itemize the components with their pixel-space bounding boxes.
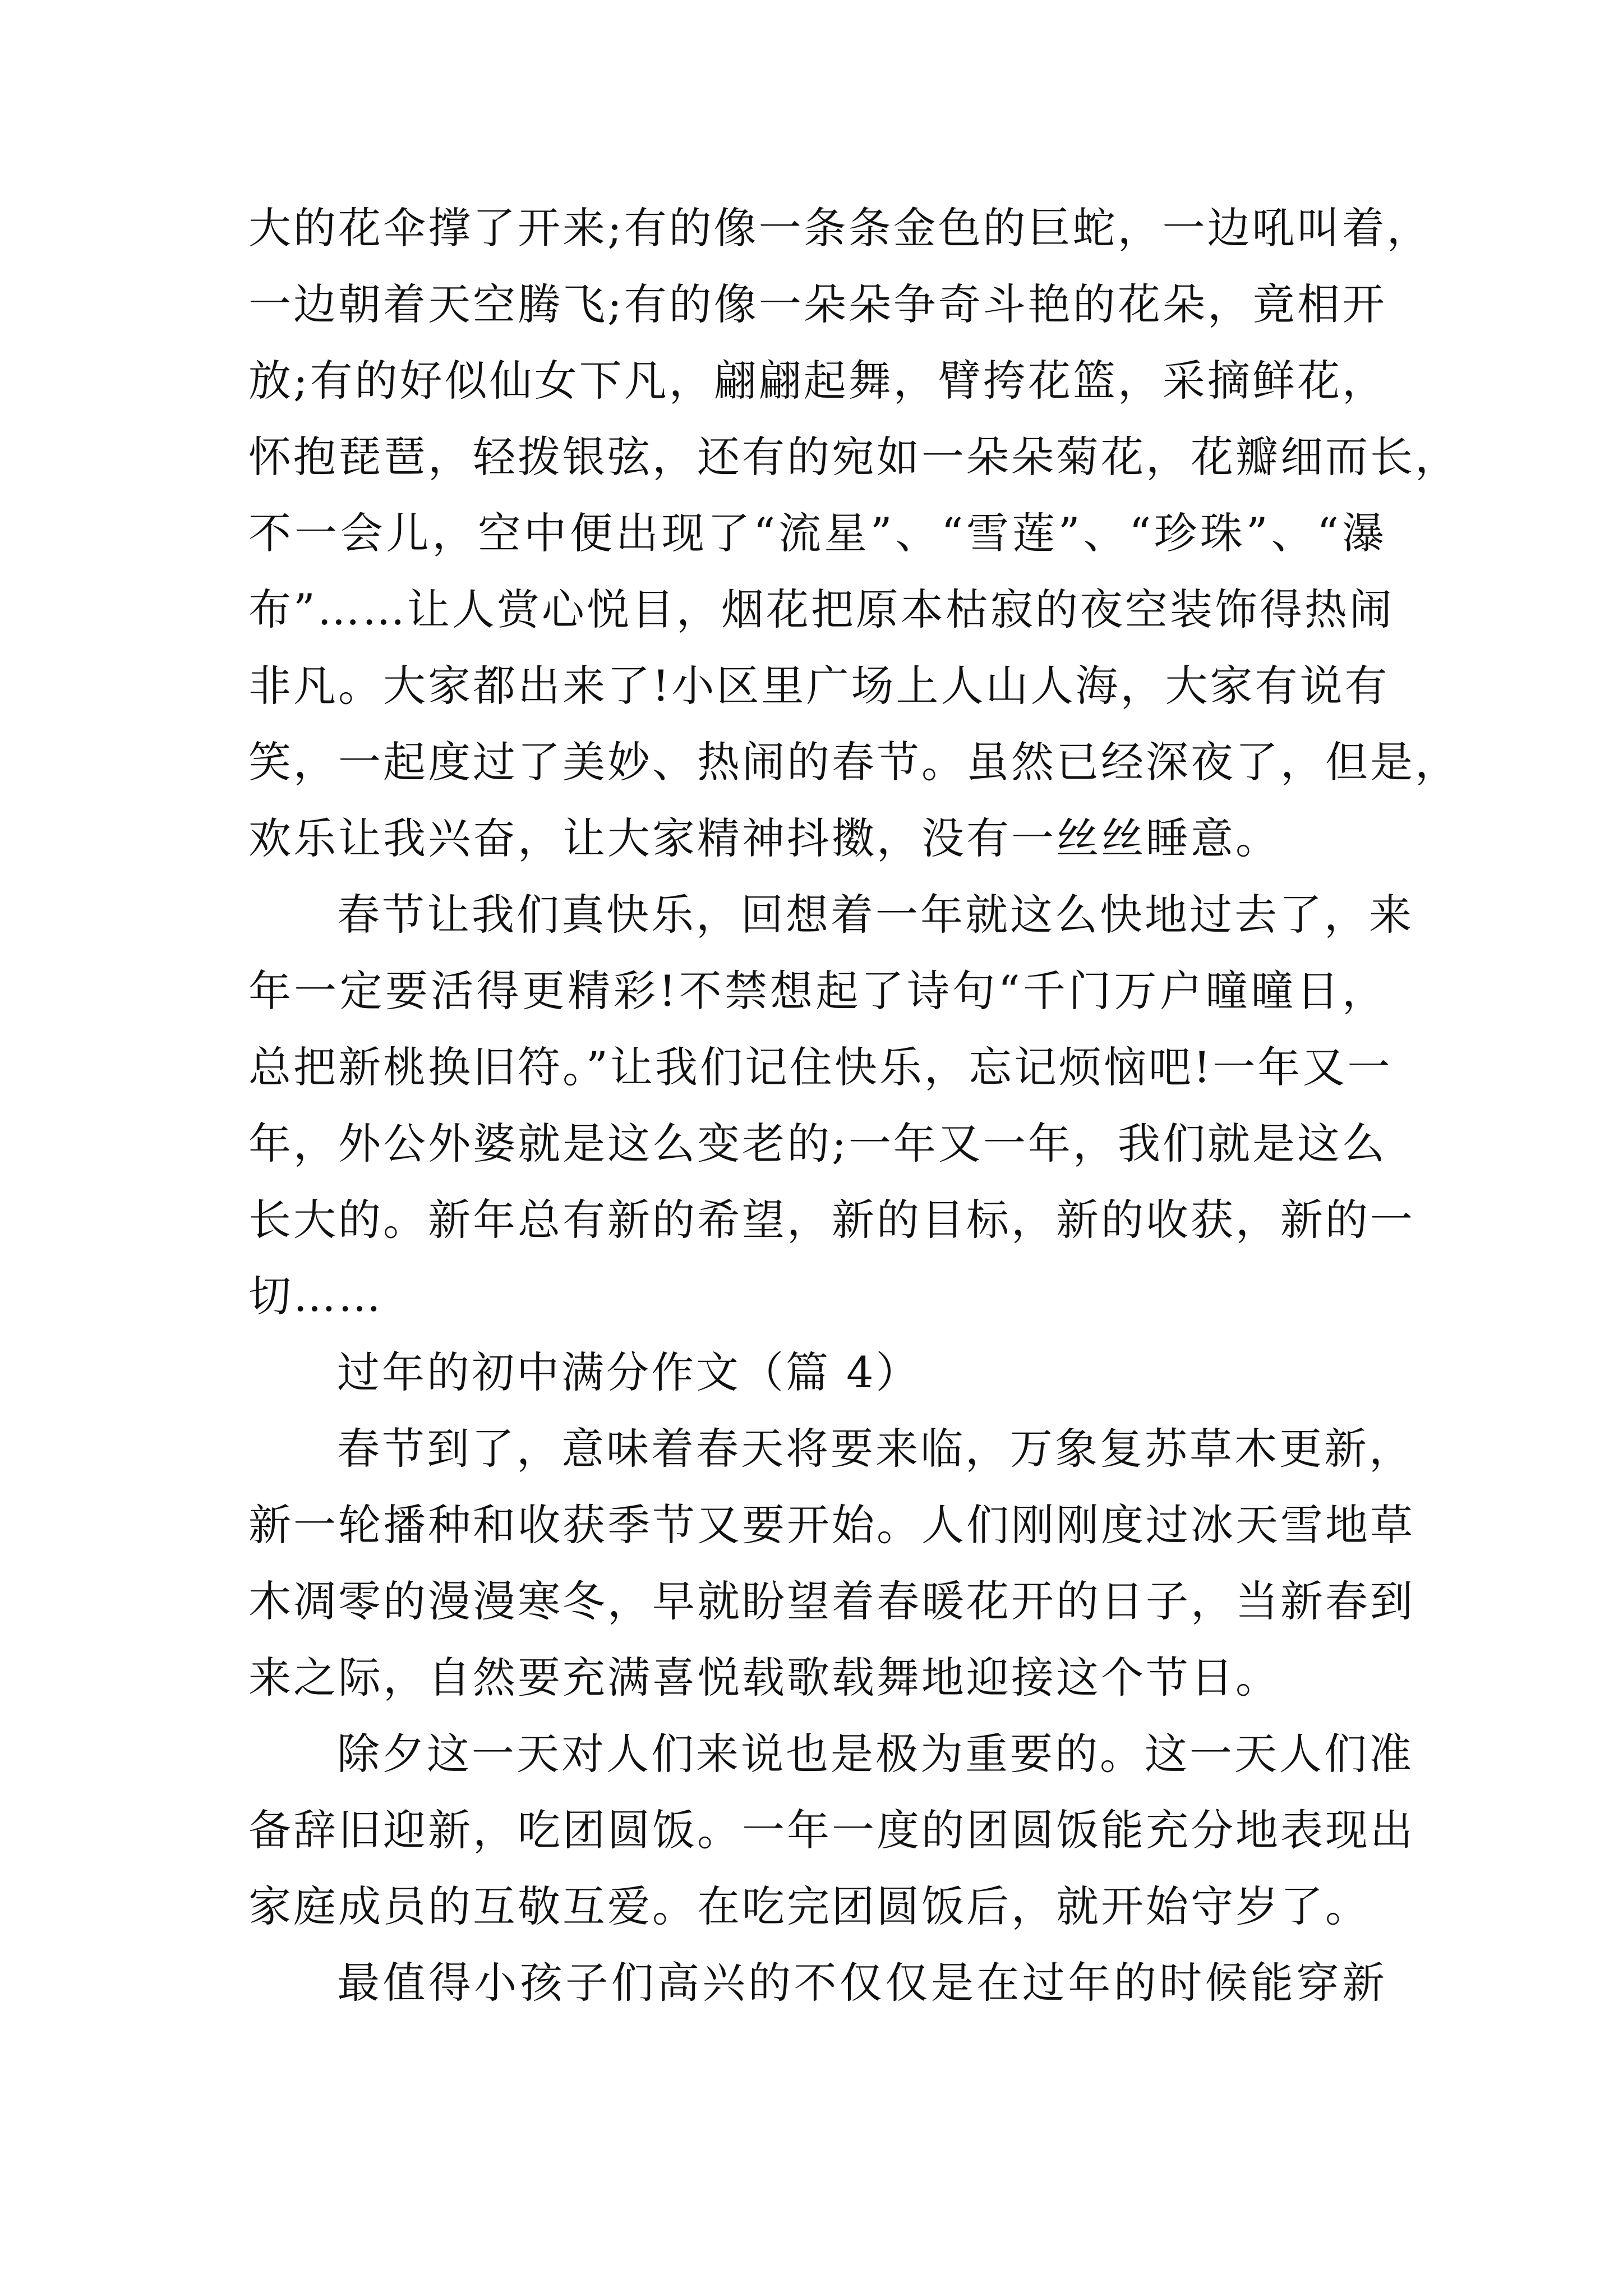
text-line: 非凡。大家都出来了!小区里广场上人山人海，大家有说有: [248, 661, 1390, 711]
text-line: 年，外公外婆就是这么变老的;一年又一年，我们就是这么: [248, 1119, 1387, 1168]
section-heading: 过年的初中满分作文（篇 4）: [337, 1347, 921, 1397]
text-line: 怀抱琵琶，轻拨银弦，还有的宛如一朵朵菊花，花瓣细而长，: [248, 432, 1460, 482]
text-line: 备辞旧迎新，吃团圆饭。一年一度的团圆饭能充分地表现出: [248, 1805, 1415, 1855]
text-line: 木凋零的漫漫寒冬，早就盼望着春暖花开的日子，当新春到: [248, 1576, 1415, 1626]
paragraph-first-line: 春节到了，意味着春天将要来临，万象复苏草木更新，: [337, 1424, 1414, 1474]
paragraph-first-line: 春节让我们真快乐，回想着一年就这么快地过去了，来: [337, 890, 1414, 940]
text-line: 笑，一起度过了美妙、热闹的春节。虽然已经深夜了，但是，: [248, 737, 1460, 787]
text-line: 长大的。新年总有新的希望，新的目标，新的收获，新的一: [248, 1195, 1415, 1245]
text-line: 家庭成员的互敬互爱。在吃完团圆饭后，就开始守岁了。: [248, 1881, 1370, 1931]
paragraph-first-line: 除夕这一天对人们来说也是极为重要的。这一天人们准: [337, 1729, 1414, 1779]
text-line: 放;有的好似仙女下凡，翩翩起舞，臂挎花篮，采摘鲜花，: [248, 356, 1387, 406]
text-line: 来之际，自然要充满喜悦载歌载舞地迎接这个节日。: [248, 1653, 1280, 1703]
text-line: 年一定要活得更精彩!不禁想起了诗句“千门万户曈曈日，: [248, 966, 1387, 1016]
text-line: 欢乐让我兴奋，让大家精神抖擞，没有一丝丝睡意。: [248, 813, 1280, 863]
text-line: 总把新桃换旧符。”让我们记住快乐，忘记烦恼吧!一年又一: [248, 1042, 1393, 1092]
text-line: 大的花伞撑了开来;有的像一条条金色的巨蛇，一边吼叫着，: [248, 203, 1432, 253]
text-line: 切……: [248, 1271, 383, 1321]
paragraph-first-line: 最值得小孩子们高兴的不仅仅是在过年的时候能穿新: [337, 1958, 1387, 2008]
text-line: 一边朝着天空腾飞;有的像一朵朵争奇斗艳的花朵，竟相开: [248, 279, 1387, 329]
text-line: 布”……让人赏心悦目，烟花把原本枯寂的夜空装饰得热闹: [248, 585, 1394, 634]
text-line: 新一轮播种和收获季节又要开始。人们刚刚度过冰天雪地草: [248, 1500, 1415, 1550]
text-line: 不一会儿，空中便出现了“流星”、“雪莲”、“珍珠”、“瀑: [248, 508, 1387, 558]
